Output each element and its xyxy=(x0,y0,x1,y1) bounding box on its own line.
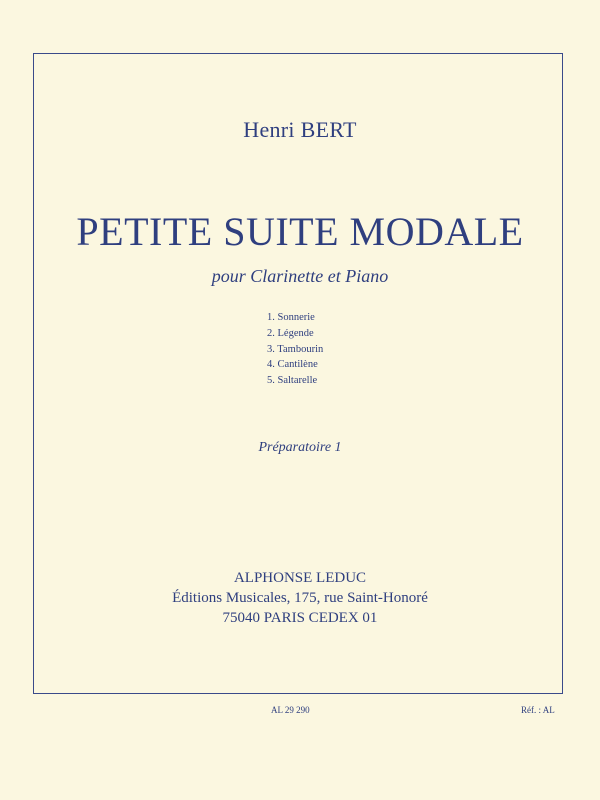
publisher-city: 75040 PARIS CEDEX 01 xyxy=(222,610,378,626)
movement-list xyxy=(267,310,323,389)
instrumentation-subtitle: pour Clarinette et Piano xyxy=(211,266,389,286)
movement-item: 3. Tambourin xyxy=(267,343,324,355)
reference-code: Réf. : AL xyxy=(521,705,555,715)
catalog-number: AL 29 290 xyxy=(271,705,310,715)
movement-item: 1. Sonnerie xyxy=(267,312,315,323)
movement-item: 2. Légende xyxy=(267,327,314,339)
publisher-address: Éditions Musicales, 175, rue Saint-Honoré xyxy=(172,590,428,606)
movement-item: 5. Saltarelle xyxy=(267,375,318,387)
work-title: PETITE SUITE MODALE xyxy=(76,209,524,254)
difficulty-level: Préparatoire 1 xyxy=(258,440,342,455)
composer-name: Henri BERT xyxy=(243,117,357,142)
movement-item: 4. Cantilène xyxy=(267,359,318,371)
publisher-block xyxy=(0,568,600,628)
publisher-name: ALPHONSE LEDUC xyxy=(233,570,367,586)
